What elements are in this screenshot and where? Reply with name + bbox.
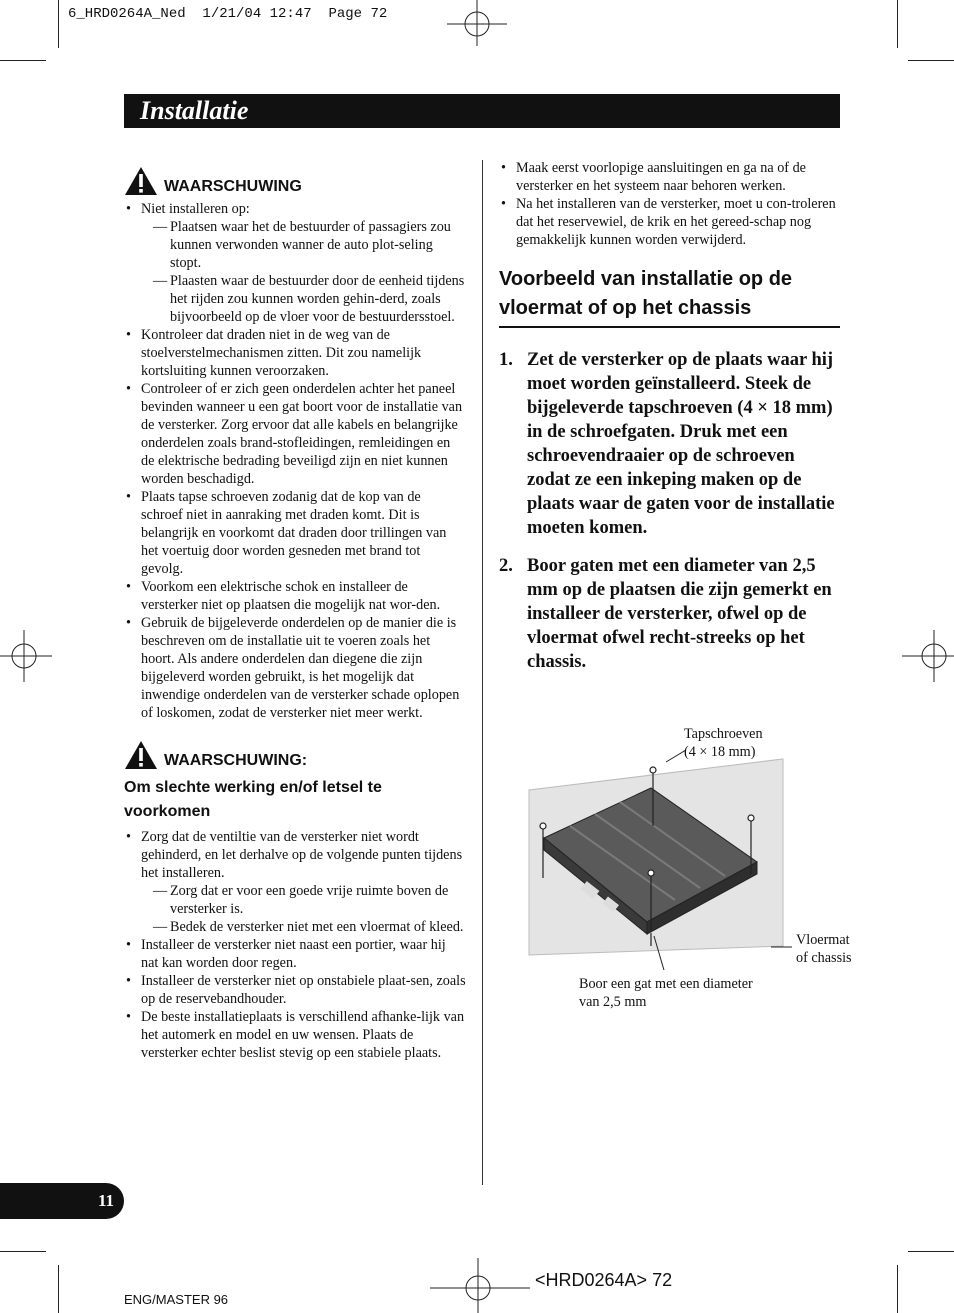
list-item: • Voorkom een elektrische schok en installeer de versterker niet op plaatsen die mogelijk nat wor-den. — [124, 578, 466, 614]
list-item: • Installeer de versterker niet naast een portier, waar hij nat kan worden door regen. — [124, 936, 466, 972]
warning-heading-text: WAARSCHUWING: — [164, 752, 308, 769]
print-header: 6_HRD0264A_Ned 1/21/04 12:47 Page 72 — [68, 6, 388, 22]
registration-mark-bottom — [430, 1258, 530, 1313]
crop-mark — [0, 60, 46, 61]
list-item: • Zorg dat de ventiltie van de versterker niet wordt gehinderd, en let derhalve op de volgende punten tijdens het installeren. — [124, 828, 466, 882]
crop-mark — [908, 1251, 954, 1252]
list-item: • Installeer de versterker niet op onstabiele plaat-sen, zoals op de reservebandhouder. — [124, 972, 466, 1008]
page-number-badge — [0, 1183, 124, 1219]
warning-heading-text: WAARSCHUWING — [164, 178, 302, 195]
list-subitem: — Plaatsen waar het de bestuurder of passagiers zou kunnen verwonden wanner de auto plot-seling stopt. — [153, 219, 451, 271]
list-item: • Gebruik de bijgeleverde onderdelen op de manier die is beschreven om de installatie uit te voeren zoals het hoort. Als andere onderdelen dan diegene die zijn bijgeleverd worden gebruikt, is het mogelijk dat inwendige onderdelen van de versterker schade oplopen of loskomen, zodat de versterker niet meer werkt. — [124, 614, 466, 722]
crop-mark — [58, 1265, 59, 1313]
section-title: Installatie — [140, 96, 249, 125]
list-item: • Niet installeren op: — [124, 200, 466, 218]
crop-mark — [58, 0, 59, 48]
diagram-label-screws: Tapschroeven (4 × 18 mm) — [684, 726, 763, 760]
registration-mark-top — [447, 0, 507, 46]
registration-mark-left — [0, 630, 52, 682]
section-heading: Voorbeeld van installatie op de vloermat of op het chassis — [499, 265, 840, 328]
crop-mark — [908, 60, 954, 61]
warning-icon — [124, 166, 158, 196]
list-item: • De beste installatieplaats is verschillend afhanke-lijk van het automerk en model en uw wensen. Plaats de versterker echter beslist stevig op een stabiele plaats. — [124, 1008, 466, 1062]
list-item: • Plaats tapse schroeven zodanig dat de kop van de schroef niet in aanraking met draden komt. Dit is belangrijk en voorkomt dat draden door trillingen van het voertuig door worden gesneden met brand tot gevolg. — [124, 488, 466, 578]
diagram-label-floor: Vloermat of chassis — [796, 932, 852, 966]
list-subitem: — Zorg dat er voor een goede vrije ruimte boven de versterker is. — [153, 883, 449, 917]
page-number: 11 — [97, 1191, 114, 1210]
list-subitem: — Bedek de versterker niet met een vloermat of kleed. — [153, 919, 464, 935]
list-item: • Controleer of er zich geen onderdelen achter het paneel bevinden wanneer u een gat boort voor de installatie van de versterker. Zorg ervoor dat alle kabels en belangrijke onderdelen zoals brand-stofleidingen, remleidingen en de elektrische bedrading beveiligd zijn en niet kunnen worden beschadigd. — [124, 380, 466, 488]
list-item: • Maak eerst voorlopige aansluitingen en ga na of de versterker en het systeem naar behoren werken. — [499, 159, 840, 195]
list-subitem: — Plaasten waar de bestuurder door de eenheid tijdens het rijden zou kunnen worden gehin-derd, zoals bijvoorbeeld op de vloer voor de bestuurdersstoel. — [153, 273, 465, 325]
crop-mark — [897, 1265, 898, 1313]
section-title-bar — [124, 94, 840, 128]
warning-subheading: Om slechte werking en/of letsel te voorkomen — [124, 779, 382, 820]
crop-mark — [0, 1251, 46, 1252]
warning-heading-1 — [124, 166, 466, 196]
crop-mark — [897, 0, 898, 48]
warning-heading-2 — [124, 740, 466, 770]
diagram-label-drill: Boor een gat met een diameter van 2,5 mm — [579, 976, 753, 1010]
column-divider — [482, 160, 483, 1185]
warning-icon — [124, 740, 158, 770]
right-column — [499, 159, 840, 674]
list-item: • Na het installeren van de versterker, moet u con-troleren dat het reservewiel, de krik en het gereed-schap nog gemakkelijk kunnen worden verwijderd. — [499, 195, 840, 249]
list-item: • Kontroleer dat draden niet in de weg van de stoelverstelmechanismen zitten. Dit zou namelijk kortsluiting kunnen veroorzaken. — [124, 326, 466, 380]
left-column — [124, 166, 466, 1062]
registration-mark-right — [902, 630, 954, 682]
step-item: 2. Boor gaten met een diameter van 2,5 mm op de plaatsen die zijn gemerkt en installeer de versterker, ofwel op de vloermat ofwel recht-streeks op het chassis. — [499, 556, 832, 672]
footer-code: <HRD0264A> 72 — [535, 1270, 673, 1290]
footer-master: ENG/MASTER 96 — [124, 1292, 229, 1307]
step-item: 1. Zet de versterker op de plaats waar hij moet worden geïnstalleerd. Steek de bijgeleverde tapschroeven (4 × 18 mm) in de schroefgaten. Druk met een schroevendraaier op de schroeven zodat ze een inkeping maken op de plaats waar de gaten voor de installatie moeten komen. — [499, 350, 835, 538]
